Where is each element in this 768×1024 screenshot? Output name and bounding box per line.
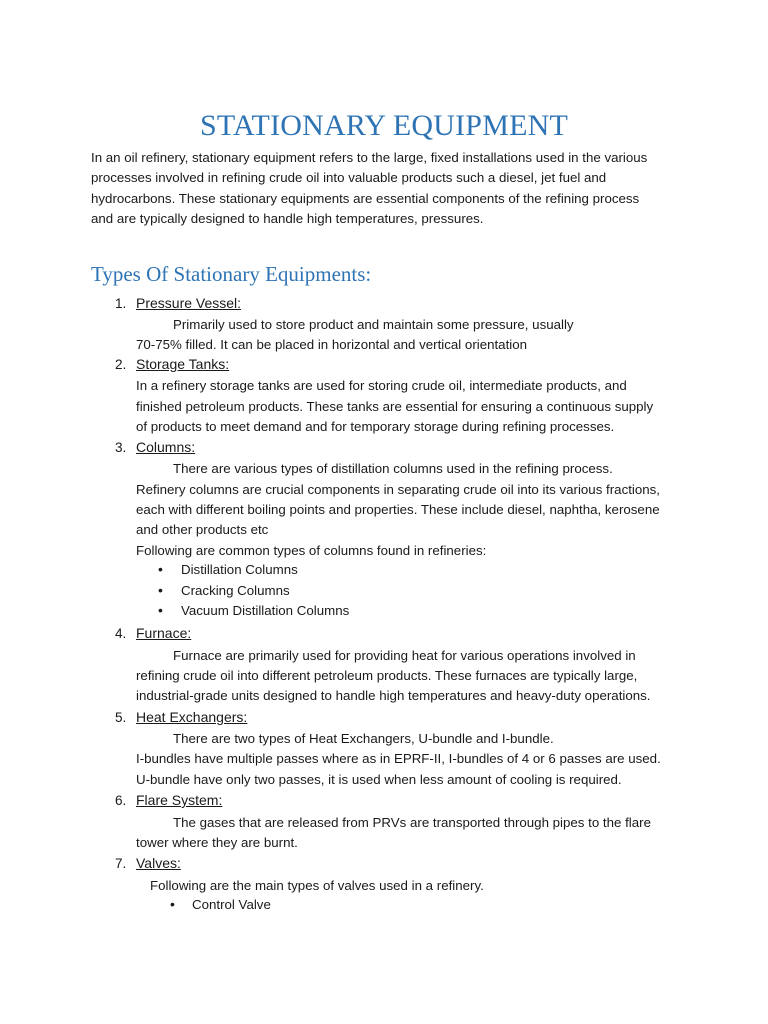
item-text-line: There are two types of Heat Exchangers, U-bundle and I-bundle. [173, 731, 554, 746]
item-text-line: Refinery columns are crucial components in separating crude oil into its various fractions, [136, 482, 660, 497]
bullet-icon: • [158, 602, 163, 618]
item-heading-valves: Valves: [136, 855, 181, 871]
item-number: 1. [115, 296, 127, 311]
item-text-line: Furnace are primarily used for providing heat for various operations involved in [173, 648, 636, 663]
section-heading: Types Of Stationary Equipments: [91, 262, 372, 286]
item-text-line: and other products etc [136, 522, 269, 537]
bullet-icon: • [158, 582, 163, 598]
item-heading-heat-exchangers: Heat Exchangers: [136, 709, 248, 725]
item-number: 7. [115, 856, 127, 871]
intro-line: processes involved in refining crude oil into valuable products such a diesel, jet fuel and [91, 170, 607, 186]
item-number: 4. [115, 626, 127, 641]
item-text-line: In a refinery storage tanks are used for storing crude oil, intermediate products, and [136, 378, 627, 393]
item-text-line: U-bundle have only two passes, it is used when less amount of cooling is required. [136, 772, 622, 787]
item-number: 3. [115, 440, 127, 455]
item-text-line: Primarily used to store product and maintain some pressure, usually [173, 317, 574, 332]
bullet-item: Control Valve [192, 897, 271, 912]
item-text-line: 70-75% filled. It can be placed in horizontal and vertical orientation [136, 337, 528, 352]
bullet-item: Vacuum Distillation Columns [181, 603, 350, 618]
intro-line: hydrocarbons. These stationary equipments are essential components of the refining process [91, 190, 640, 206]
document-title: STATIONARY EQUIPMENT [200, 109, 568, 142]
item-number: 6. [115, 793, 127, 808]
bullet-item: Distillation Columns [181, 562, 298, 577]
item-heading-columns: Columns: [136, 439, 196, 455]
bullet-item: Cracking Columns [181, 583, 290, 598]
item-text-line: each with different boiling points and properties. These include diesel, naphtha, kerosene [136, 502, 660, 517]
intro-line: and are typically designed to handle high temperatures, pressures. [91, 210, 484, 226]
bullet-icon: • [158, 561, 163, 577]
bullet-icon: • [170, 896, 175, 912]
item-text-line: There are various types of distillation columns used in the refining process. [173, 461, 613, 476]
item-text-line: finished petroleum products. These tanks are essential for ensuring a continuous supply [136, 399, 654, 414]
item-heading-flare-system: Flare System: [136, 792, 223, 808]
intro-line: In an oil refinery, stationary equipment refers to the large, fixed installations used in the various [91, 150, 648, 165]
item-text-line: of products to meet demand and for temporary storage during refining processes. [136, 419, 615, 434]
item-number: 5. [115, 710, 127, 725]
item-heading-pressure-vessel: Pressure Vessel: [136, 295, 242, 311]
item-text-line: Following are the main types of valves used in a refinery. [150, 878, 484, 893]
item-text-line: Following are common types of columns found in refineries: [136, 543, 487, 558]
item-text-line: The gases that are released from PRVs are transported through pipes to the flare [173, 815, 651, 830]
item-text-line: I-bundles have multiple passes where as in EPRF-II, I-bundles of 4 or 6 passes are used. [136, 751, 661, 766]
item-heading-storage-tanks: Storage Tanks: [136, 356, 230, 372]
item-text-line: refining crude oil into different petroleum products. These furnaces are typically large, [136, 668, 638, 683]
item-text-line: industrial-grade units designed to handle high temperatures and heavy-duty operations. [136, 688, 651, 703]
item-number: 2. [115, 357, 127, 372]
intro-paragraph [91, 148, 691, 229]
item-text-line: tower where they are burnt. [136, 835, 298, 850]
item-heading-furnace: Furnace: [136, 625, 192, 641]
